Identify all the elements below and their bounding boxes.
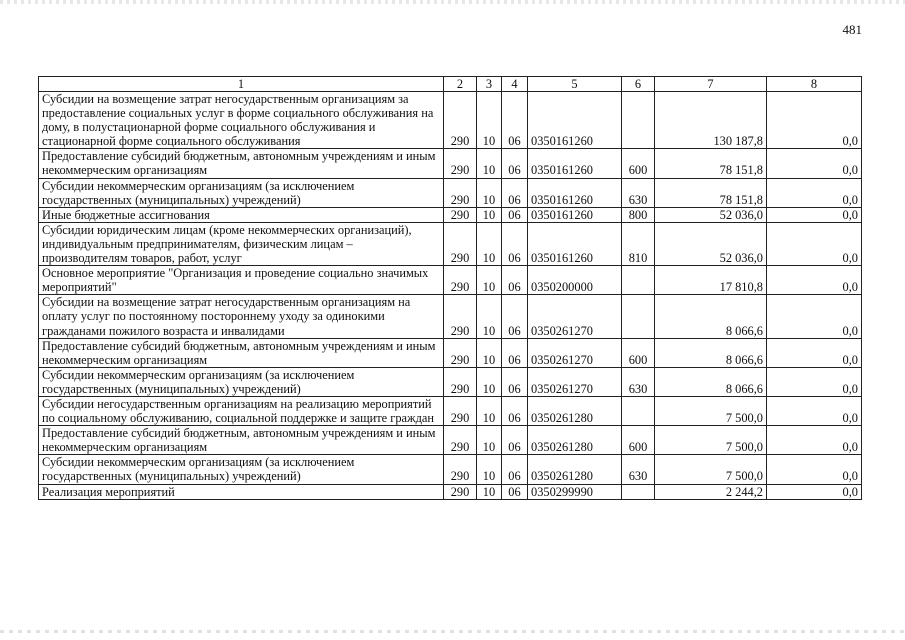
target-article-cell: 0350161260 (528, 207, 622, 222)
expense-type-cell: 630 (622, 367, 655, 396)
target-article-cell: 0350261280 (528, 396, 622, 425)
grbs-cell: 290 (444, 295, 477, 338)
page-number: 481 (842, 22, 862, 37)
amount-cell: 2 244,2 (655, 484, 767, 499)
section-cell: 10 (477, 222, 502, 265)
amount-cell: 17 810,8 (655, 266, 767, 295)
section-cell: 10 (477, 266, 502, 295)
row-name-cell: Субсидии на возмещение затрат негосударственным организациям на оплату услуг по постоянному постороннему уходу за одинокими гражданами пожилого возраста и инвалидами (39, 295, 444, 338)
section-cell: 10 (477, 426, 502, 455)
scan-artifact-top (0, 0, 905, 4)
expense-type-cell: 810 (622, 222, 655, 265)
subsection-cell: 06 (502, 266, 528, 295)
section-cell: 10 (477, 295, 502, 338)
header-col-6: 6 (622, 77, 655, 92)
expense-type-cell (622, 92, 655, 149)
row-name-cell: Предоставление субсидий бюджетным, автономным учреждениям и иным некоммерческим организациям (39, 338, 444, 367)
subsection-cell: 06 (502, 149, 528, 178)
section-cell: 10 (477, 455, 502, 484)
row-name-cell: Субсидии некоммерческим организациям (за исключением государственных (муниципальных) учреждений) (39, 178, 444, 207)
amount-alt-cell: 0,0 (767, 455, 862, 484)
grbs-cell: 290 (444, 266, 477, 295)
grbs-cell: 290 (444, 426, 477, 455)
header-col-7: 7 (655, 77, 767, 92)
amount-alt-cell: 0,0 (767, 149, 862, 178)
subsection-cell: 06 (502, 207, 528, 222)
header-col-8: 8 (767, 77, 862, 92)
target-article-cell: 0350261280 (528, 426, 622, 455)
subsection-cell: 06 (502, 222, 528, 265)
subsection-cell: 06 (502, 426, 528, 455)
expense-type-cell (622, 396, 655, 425)
amount-alt-cell: 0,0 (767, 396, 862, 425)
header-col-3: 3 (477, 77, 502, 92)
amount-cell: 7 500,0 (655, 396, 767, 425)
expense-type-cell: 630 (622, 455, 655, 484)
target-article-cell: 0350261270 (528, 295, 622, 338)
table-header-row (39, 77, 862, 92)
table-row (39, 295, 862, 338)
target-article-cell: 0350161260 (528, 149, 622, 178)
amount-cell: 78 151,8 (655, 149, 767, 178)
amount-cell: 8 066,6 (655, 367, 767, 396)
amount-alt-cell: 0,0 (767, 207, 862, 222)
row-name-cell: Субсидии на возмещение затрат негосударственным организациям за предоставление социальных услуг в форме социального обслуживания на дому, в полустационарной форме социального обслуживания и стационарной форме социального обслуживания (39, 92, 444, 149)
amount-alt-cell: 0,0 (767, 222, 862, 265)
section-cell: 10 (477, 396, 502, 425)
grbs-cell: 290 (444, 222, 477, 265)
target-article-cell: 0350261270 (528, 338, 622, 367)
table-row (39, 92, 862, 149)
section-cell: 10 (477, 149, 502, 178)
amount-alt-cell: 0,0 (767, 92, 862, 149)
section-cell: 10 (477, 484, 502, 499)
amount-alt-cell: 0,0 (767, 295, 862, 338)
expense-type-cell: 800 (622, 207, 655, 222)
expense-type-cell (622, 266, 655, 295)
table-row (39, 455, 862, 484)
table-row (39, 396, 862, 425)
table-row (39, 207, 862, 222)
row-name-cell: Субсидии юридическим лицам (кроме некоммерческих организаций), индивидуальным предпринимателям, физическим лицам – производителям товаров, работ, услуг (39, 222, 444, 265)
header-col-4: 4 (502, 77, 528, 92)
row-name-cell: Реализация мероприятий (39, 484, 444, 499)
row-name-cell: Предоставление субсидий бюджетным, автономным учреждениям и иным некоммерческим организациям (39, 426, 444, 455)
section-cell: 10 (477, 92, 502, 149)
amount-alt-cell: 0,0 (767, 178, 862, 207)
budget-table (38, 76, 862, 500)
table-row (39, 367, 862, 396)
target-article-cell: 0350299990 (528, 484, 622, 499)
expense-type-cell (622, 295, 655, 338)
grbs-cell: 290 (444, 338, 477, 367)
amount-cell: 78 151,8 (655, 178, 767, 207)
section-cell: 10 (477, 207, 502, 222)
row-name-cell: Иные бюджетные ассигнования (39, 207, 444, 222)
amount-cell: 52 036,0 (655, 207, 767, 222)
amount-cell: 8 066,6 (655, 338, 767, 367)
target-article-cell: 0350161260 (528, 92, 622, 149)
table-row (39, 149, 862, 178)
amount-cell: 52 036,0 (655, 222, 767, 265)
table-row (39, 178, 862, 207)
grbs-cell: 290 (444, 455, 477, 484)
table-body (39, 92, 862, 500)
scan-artifact-bottom (0, 630, 905, 633)
subsection-cell: 06 (502, 295, 528, 338)
row-name-cell: Основное мероприятие "Организация и проведение социально значимых мероприятий" (39, 266, 444, 295)
table-row (39, 338, 862, 367)
expense-type-cell: 600 (622, 149, 655, 178)
table-row (39, 484, 862, 499)
subsection-cell: 06 (502, 367, 528, 396)
header-col-5: 5 (528, 77, 622, 92)
row-name-cell: Субсидии некоммерческим организациям (за исключением государственных (муниципальных) учреждений) (39, 367, 444, 396)
amount-cell: 7 500,0 (655, 455, 767, 484)
amount-alt-cell: 0,0 (767, 426, 862, 455)
subsection-cell: 06 (502, 484, 528, 499)
amount-alt-cell: 0,0 (767, 484, 862, 499)
subsection-cell: 06 (502, 92, 528, 149)
table-row (39, 266, 862, 295)
expense-type-cell (622, 484, 655, 499)
expense-type-cell: 600 (622, 338, 655, 367)
target-article-cell: 0350161260 (528, 178, 622, 207)
row-name-cell: Субсидии некоммерческим организациям (за исключением государственных (муниципальных) учреждений) (39, 455, 444, 484)
amount-alt-cell: 0,0 (767, 367, 862, 396)
subsection-cell: 06 (502, 338, 528, 367)
section-cell: 10 (477, 367, 502, 396)
header-col-1: 1 (39, 77, 444, 92)
target-article-cell: 0350261270 (528, 367, 622, 396)
grbs-cell: 290 (444, 396, 477, 425)
grbs-cell: 290 (444, 178, 477, 207)
target-article-cell: 0350261280 (528, 455, 622, 484)
table-row (39, 426, 862, 455)
grbs-cell: 290 (444, 92, 477, 149)
row-name-cell: Субсидии негосударственным организациям на реализацию мероприятий по социальному обслуживанию, социальной поддержке и защите граждан (39, 396, 444, 425)
subsection-cell: 06 (502, 396, 528, 425)
target-article-cell: 0350200000 (528, 266, 622, 295)
grbs-cell: 290 (444, 149, 477, 178)
amount-cell: 8 066,6 (655, 295, 767, 338)
section-cell: 10 (477, 178, 502, 207)
amount-cell: 7 500,0 (655, 426, 767, 455)
header-col-2: 2 (444, 77, 477, 92)
section-cell: 10 (477, 338, 502, 367)
target-article-cell: 0350161260 (528, 222, 622, 265)
amount-alt-cell: 0,0 (767, 266, 862, 295)
expense-type-cell: 630 (622, 178, 655, 207)
grbs-cell: 290 (444, 367, 477, 396)
grbs-cell: 290 (444, 207, 477, 222)
amount-cell: 130 187,8 (655, 92, 767, 149)
subsection-cell: 06 (502, 178, 528, 207)
row-name-cell: Предоставление субсидий бюджетным, автономным учреждениям и иным некоммерческим организациям (39, 149, 444, 178)
amount-alt-cell: 0,0 (767, 338, 862, 367)
table-row (39, 222, 862, 265)
grbs-cell: 290 (444, 484, 477, 499)
subsection-cell: 06 (502, 455, 528, 484)
expense-type-cell: 600 (622, 426, 655, 455)
